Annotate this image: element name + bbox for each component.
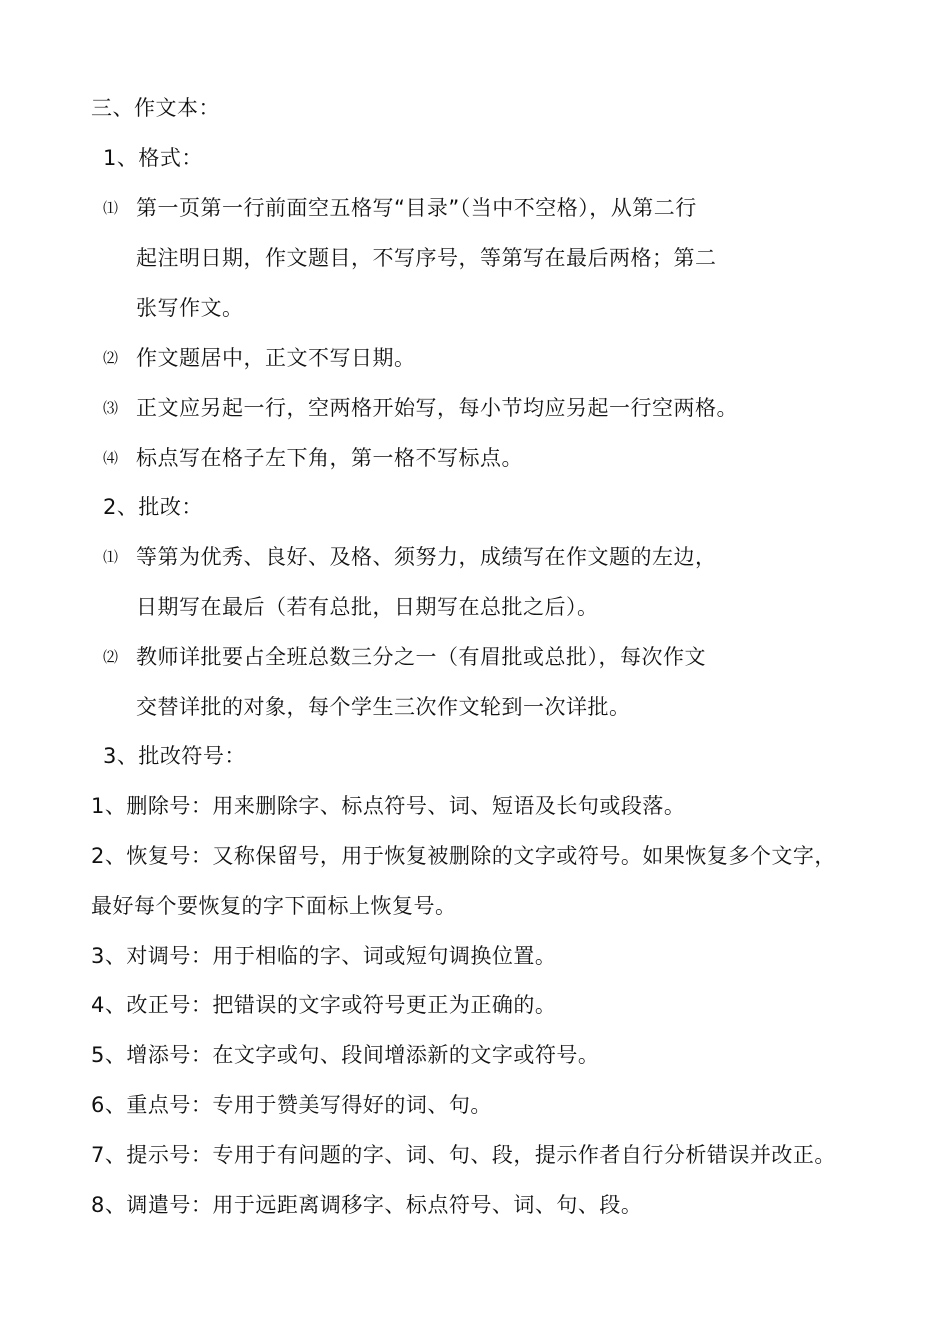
symbol-line-6: 5、增添号：在文字或句、段间增添新的文字或符号。: [91, 1043, 600, 1067]
symbol-line-8: 7、提示号：专用于有问题的字、词、句、段，提示作者自行分析错误并改正。: [91, 1143, 836, 1167]
list-number: ⑶: [103, 399, 119, 417]
list-number: ⑷: [103, 449, 119, 467]
grading-heading: 2、批改：: [103, 495, 203, 519]
symbol-line-2: 2、恢复号：又称保留号，用于恢复被删除的文字或符号。如果恢复多个文字，: [91, 844, 836, 868]
grading-item-1-line-1: 等第为优秀、良好、及格、须努力，成绩写在作文题的左边，: [136, 545, 717, 569]
grading-item-2-line-1: 教师详批要占全班总数三分之一（有眉批或总批），每次作文: [136, 645, 706, 669]
format-heading: 1、格式：: [103, 146, 203, 170]
list-number: ⑵: [103, 349, 119, 367]
format-item-3-line-1: 正文应另起一行，空两格开始写，每小节均应另起一行空两格。: [136, 396, 738, 420]
format-item-1-line-3: 张写作文。: [136, 296, 244, 320]
symbol-line-7: 6、重点号：专用于赞美写得好的词、句。: [91, 1093, 492, 1117]
list-number: ⑵: [103, 648, 119, 666]
symbols-heading: 3、批改符号：: [103, 744, 246, 768]
symbol-line-5: 4、改正号：把错误的文字或符号更正为正确的。: [91, 993, 557, 1017]
grading-item-1-line-2: 日期写在最后（若有总批，日期写在总批之后）。: [136, 595, 599, 619]
format-item-4-line-1: 标点写在格子左下角，第一格不写标点。: [136, 446, 523, 470]
symbol-line-1: 1、删除号：用来删除字、标点符号、词、短语及长句或段落。: [91, 794, 686, 818]
symbol-line-9: 8、调遣号：用于远距离调移字、标点符号、词、句、段。: [91, 1193, 643, 1217]
grading-item-2-line-2: 交替详批的对象，每个学生三次作文轮到一次详批。: [136, 695, 631, 719]
format-item-2-line-1: 作文题居中，正文不写日期。: [136, 346, 416, 370]
list-number: ⑴: [103, 548, 119, 566]
list-number: ⑴: [103, 199, 119, 217]
format-item-1-line-1: 第一页第一行前面空五格写“目录”（当中不空格），从第二行: [136, 196, 697, 220]
format-item-1-line-2: 起注明日期，作文题目，不写序号，等第写在最后两格；第二: [136, 246, 717, 270]
symbol-line-3: 最好每个要恢复的字下面标上恢复号。: [91, 894, 457, 918]
section-title: 三、作文本：: [91, 96, 220, 120]
symbol-line-4: 3、对调号：用于相临的字、词或短句调换位置。: [91, 944, 557, 968]
